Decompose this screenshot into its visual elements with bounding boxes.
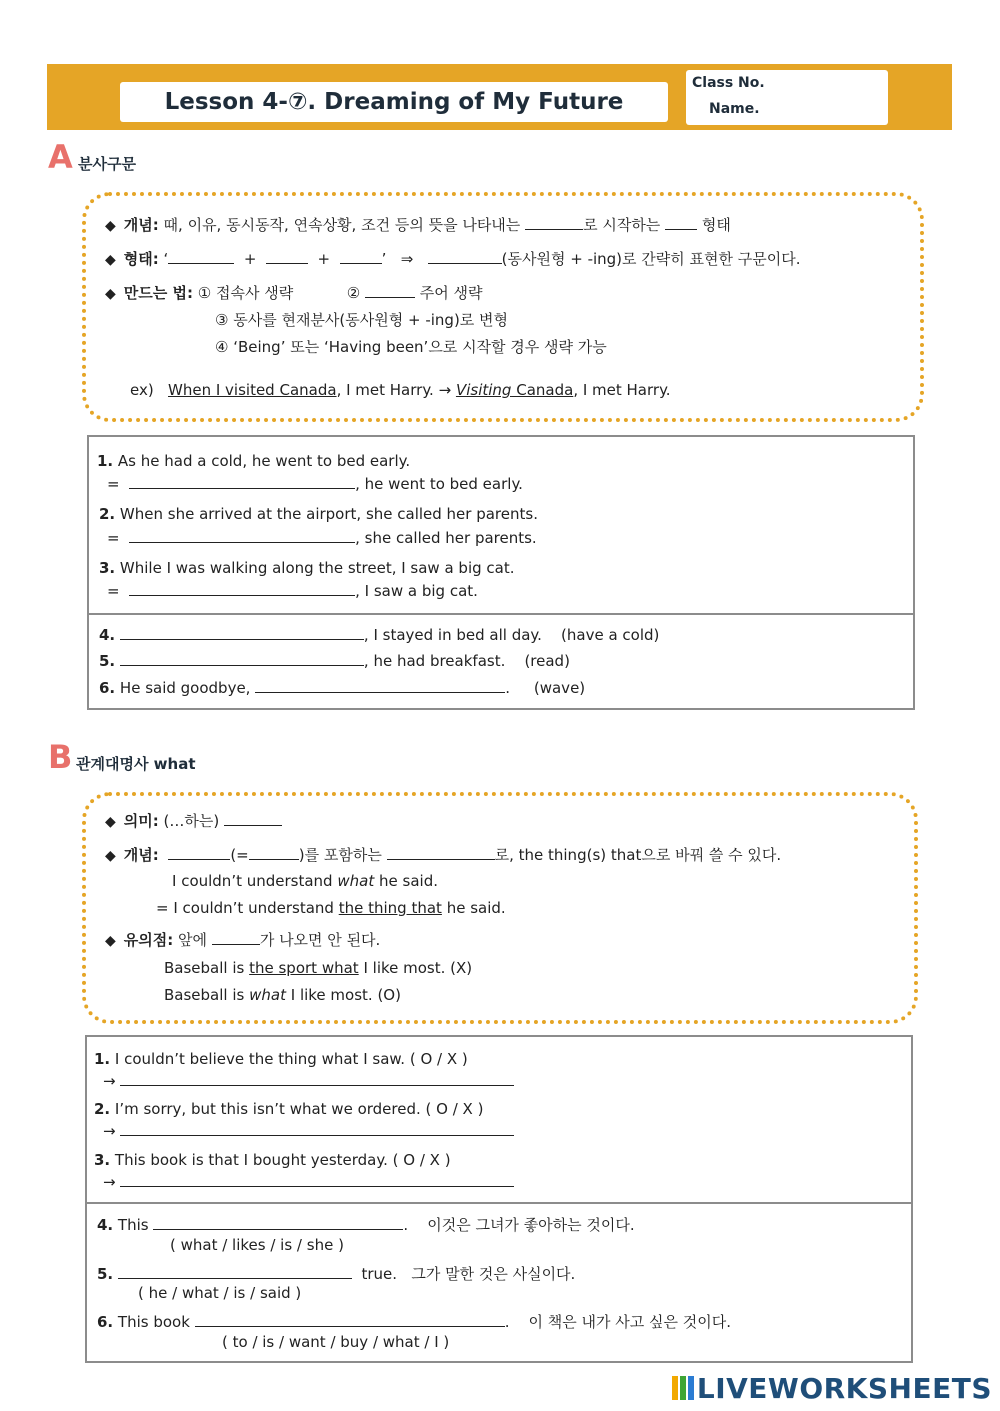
make-row-3: ③ 동사를 현재분사(동사원형 + -ing)로 변형	[215, 311, 509, 329]
b-question-2: 2. I’m sorry, but this isn’t what we ordered. ( O / X )	[94, 1100, 484, 1118]
arrow-icon: ⇒	[400, 250, 414, 268]
a-question-3: 3. While I was walking along the street, I saw a big cat.	[99, 559, 515, 577]
a-question-1: 1. As he had a cold, he went to bed early.	[97, 452, 411, 470]
diamond-icon: ◆	[105, 218, 116, 234]
b-answer-3	[103, 1171, 514, 1193]
diamond-icon: ◆	[105, 814, 116, 830]
liveworksheets-logo-icon	[671, 1375, 695, 1401]
b-answer-3-blank[interactable]	[120, 1171, 514, 1187]
b-question-6-blank[interactable]	[195, 1311, 505, 1327]
form-row: ◆ 형태: ‘ + + ’ ⇒ (동사원형 + -ing)로 간략히 표현한 구문이다.	[105, 250, 801, 268]
diamond-icon: ◆	[105, 848, 116, 864]
diamond-icon: ◆	[105, 252, 116, 268]
caution-row: ◆ 유의점: 앞에 가 나오면 안 된다.	[105, 931, 381, 949]
b-question-4-blank[interactable]	[153, 1214, 403, 1230]
b-question-3: 3. This book is that I bought yesterday. ( O / X )	[94, 1151, 451, 1169]
concept-blank-2[interactable]	[665, 214, 697, 230]
caution-example-1: Baseball is the sport what I like most. (X)	[164, 959, 473, 977]
a-answer-1: = , he went to bed early.	[107, 475, 523, 493]
make-row-4: ④ ‘Being’ 또는 ‘Having been’으로 시작할 경우 생략 가능	[215, 338, 607, 356]
form-blank-1[interactable]	[168, 248, 234, 264]
diamond-icon: ◆	[105, 286, 116, 302]
a-question-5: 5. , he had breakfast. (read)	[99, 652, 570, 670]
b-question-5: 5. true. 그가 말한 것은 사실이다.	[97, 1265, 576, 1283]
lesson-title: Lesson 4-⑦. Dreaming of My Future	[120, 82, 668, 122]
section-a-title: 분사구문	[78, 155, 136, 173]
b-question-4: 4. This . 이것은 그녀가 좋아하는 것이다.	[97, 1216, 635, 1234]
a-answer-1-blank[interactable]	[129, 473, 355, 489]
b-question-6: 6. This book . 이 책은 내가 사고 싶은 것이다.	[97, 1313, 732, 1331]
make-row-1: ◆ 만드는 법: ① 접속사 생략 ② 주어 생략	[105, 284, 483, 302]
a-question-4: 4. , I stayed in bed all day. (have a cold)	[99, 626, 660, 644]
name-label: Name.	[709, 101, 760, 117]
concept-blank-1[interactable]	[525, 214, 583, 230]
a-question-4-blank[interactable]	[120, 624, 364, 640]
b-question-5-hint: ( he / what / is / said )	[138, 1284, 302, 1302]
section-a-letter: A	[48, 138, 73, 176]
a-answer-2-blank[interactable]	[129, 527, 355, 543]
a-answer-3-blank[interactable]	[129, 580, 355, 596]
meaning-row: ◆ 의미: (…하는)	[105, 810, 282, 833]
a-question-2: 2. When she arrived at the airport, she called her parents.	[99, 505, 538, 523]
a-answer-3: = , I saw a big cat.	[107, 582, 478, 600]
b-concept-blank-3[interactable]	[387, 844, 495, 860]
b-concept-row: ◆ 개념: (= )를 포함하는 로, the thing(s) that으로 바꿔 쓸 수 있다.	[105, 846, 782, 864]
arrow-icon: →	[103, 1072, 116, 1090]
b-concept-blank-1[interactable]	[168, 844, 230, 860]
arrow-icon: →	[103, 1173, 116, 1191]
a-question-6: 6. He said goodbye, . (wave)	[99, 679, 586, 697]
make-blank[interactable]	[365, 282, 415, 298]
student-info-box	[686, 70, 888, 125]
b-question-1: 1. I couldn’t believe the thing what I saw. ( O / X )	[94, 1050, 468, 1068]
diamond-icon: ◆	[105, 933, 116, 949]
b-concept-blank-2[interactable]	[249, 844, 299, 860]
b-question-5-blank[interactable]	[118, 1263, 352, 1279]
a-question-6-blank[interactable]	[255, 677, 505, 693]
b-question-4-hint: ( what / likes / is / she )	[170, 1236, 344, 1254]
form-blank-4[interactable]	[428, 248, 502, 264]
section-b-title: 관계대명사 what	[76, 755, 196, 773]
concept-row: ◆ 개념: 때, 이유, 동시동작, 연속상황, 조건 등의 뜻을 나타내는 로 시작하는 형태	[105, 216, 731, 234]
caution-blank[interactable]	[212, 929, 260, 945]
meaning-blank[interactable]	[224, 810, 282, 826]
arrow-icon: →	[103, 1122, 116, 1140]
a-question-5-blank[interactable]	[120, 650, 364, 666]
b-example-2: = I couldn’t understand the thing that he said.	[156, 899, 506, 917]
b-answer-2-blank[interactable]	[120, 1120, 514, 1136]
a-answer-2: = , she called her parents.	[107, 529, 537, 547]
b-answer-2	[103, 1120, 514, 1142]
b-answer-1	[103, 1070, 514, 1092]
liveworksheets-logo: LIVEWORKSHEETS	[671, 1372, 992, 1405]
form-blank-2[interactable]	[266, 248, 308, 264]
form-blank-3[interactable]	[340, 248, 382, 264]
b-question-6-hint: ( to / is / want / buy / what / I )	[222, 1333, 450, 1351]
example-row: ex) When I visited Canada, I met Harry. → Visiting Canada, I met Harry.	[130, 381, 671, 399]
b-answer-1-blank[interactable]	[120, 1070, 514, 1086]
class-no-label: Class No.	[692, 75, 765, 91]
b-example-1: I couldn’t understand what he said.	[172, 872, 438, 890]
section-b-letter: B	[48, 738, 73, 776]
caution-example-2: Baseball is what I like most. (O)	[164, 986, 401, 1004]
